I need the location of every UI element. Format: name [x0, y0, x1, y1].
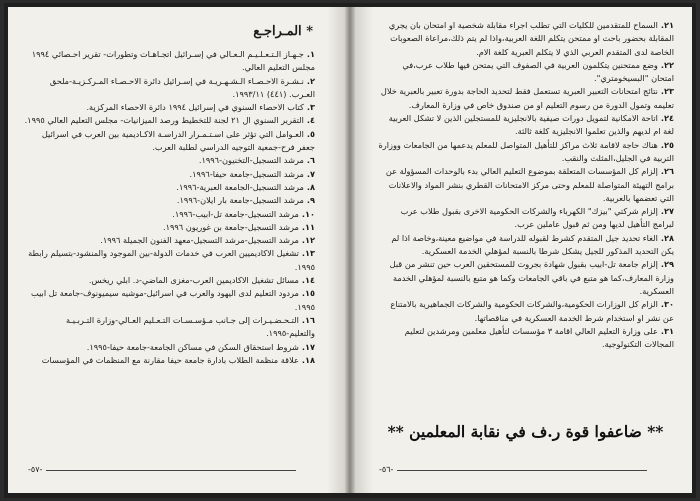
- recommendation-item-text: اتاحة الامكانية لتمويل دورات صيفية بالانجليزية للمستجلين الذين لا تشكل العربية لغة ام لديهم والذين تعلموا الانجليزية كلغة ثالثة.: [388, 113, 674, 137]
- recommendation-item: [377, 112, 674, 139]
- recommendation-item: [377, 325, 674, 352]
- right-page: [355, 7, 692, 493]
- reference-item: [24, 168, 315, 181]
- reference-item: [24, 194, 315, 207]
- recommendation-item-text: السماح للمتقدمين للكليات التي تطلب اجراء مقابلة شخصية او امتحان بان يجري المقابلة بحضور باحث او ممتحن يتكلم اللغة العربية،واذا لم يتم ذلك،مراعاة الصعوبات الخاصة لدى المتقدم العربي الذي لا يتكلم العبرية كلغة الام.: [388, 20, 674, 57]
- references-section: [24, 23, 315, 367]
- reference-item-number: ٥.: [306, 128, 315, 139]
- recommendation-item-text: الزام كل الوزارات الحكومية،والشركات الحكومية والشركات الجماهيرية بالامتناع عن نشر او استخدام شرط الخدمة العسكرية في مناقصاتها.: [390, 299, 674, 323]
- right-page-number: -٥٦-: [379, 465, 394, 474]
- references-heading: * المـراجـع: [253, 24, 313, 39]
- reference-item: [24, 314, 315, 341]
- recommendation-item-text: إلزام جامعة تل-ابيب بقبول شهادة بجروت للمستحقين العرب حين تنشر من قبل وزارة المعارف،كما هو متبع في باقي الجامعات وكما هو متبع بالنسبة لمؤهلي الخدمة العسكرية.: [389, 259, 674, 296]
- reference-item: [24, 114, 315, 127]
- slogan: ** ضاعفوا قوة ر.ف في نقابة المعلمين **: [387, 422, 664, 441]
- recommendation-item-text: على وزارة التعليم العالي اقامة ٣ مؤسسات لتأهيل معلمين ومرشدين لتعليم المجالات التكنولوجية.: [404, 325, 674, 350]
- reference-item-number: ٣.: [306, 102, 315, 113]
- recommendation-item: [377, 165, 674, 205]
- reference-item-text: مرشد التسجيل-الجامعة العبرية-١٩٩٦.: [176, 181, 304, 192]
- left-page-number: -٥٧-: [28, 465, 43, 474]
- book-gutter: [345, 7, 355, 493]
- reference-item-number: ٨.: [306, 181, 315, 192]
- reference-item-number: ١٨.: [301, 354, 315, 365]
- reference-item-number: ٤.: [306, 115, 315, 126]
- reference-item-text: مرشد التسجيل-مرشد التسجيل-معهد الفنون الجميلة ١٩٩٦.: [100, 235, 299, 246]
- recommendation-item-number: ٣١.: [660, 325, 674, 336]
- recommendation-item-number: ٢٥.: [660, 139, 674, 150]
- reference-item-text: تشغيل الاكاديميين العرب في خدمات الدولة-بين الموجود والمنشود-بتسيلم رابطة ١٩٩٥.: [28, 248, 315, 272]
- reference-item-text: جـهـاز الـتـعـلـيـم الـعـالي في إسـرائيل اتجـاهـات وتطورات- تقرير احـصائي ١٩٩٤ مجلس التعليم العالي.: [31, 49, 315, 73]
- reference-item-text: التـحـضـيـرات إلى جـانب مـؤسـسـات التـعـليم العـالي-وزارة التـربـيـة والتعليم-١٩٩٥.: [66, 314, 315, 339]
- reference-item-text: مسائل تشغيل الاكاديمين العرب-مغزى الماضي-د. ابلي ريخس.: [88, 275, 299, 286]
- reference-item-text: العـوامل التي تؤثر على اسـتـمـرار الدراسـة الاكـاديمية بين العرب في اسرائيل جعفر فرح-جمعية التوجيه الدراسي لطلبة العرب.: [41, 128, 315, 153]
- reference-item: [24, 287, 315, 314]
- recommendation-item: [377, 139, 674, 166]
- reference-item: [24, 101, 315, 114]
- reference-item: [24, 247, 315, 274]
- recommendation-item-text: إلزام شركتي "بيزك" الكهرباء والشركات الحكومية الاخرى بقبول طلاب عرب لبرامج التأهيل لديها ومن ثم قبول عاملين عرب.: [400, 206, 674, 230]
- reference-item: [24, 154, 315, 167]
- recommendation-item-text: الغاء تحديد جيل المتقدم كشرط لقبوله للدراسة في مواضيع معينة،وخاصة اذا لم يكن التحديد المذكور للجيل يشكل شرطا بالنسبة لمؤهلي الخدمة العسكرية.: [391, 232, 674, 257]
- reference-item-number: ١.: [306, 49, 315, 59]
- book-spread: [4, 3, 696, 498]
- reference-item-number: ٦.: [306, 155, 315, 166]
- reference-item: [24, 128, 315, 155]
- reference-item-number: ١١.: [301, 221, 315, 232]
- recommendation-item-number: ٢٢.: [660, 59, 674, 70]
- reference-item: [24, 234, 315, 247]
- right-page-footer: [379, 465, 647, 475]
- reference-item-text: كتاب الاحصاء السنوي في إسرائيل ١٩٩٤ دائرة الاحصاء المركزية.: [86, 102, 304, 113]
- recommendation-item-text: وضع ممتحنين يتكلمون العربية في الصفوف التي يمتحن فيها طلاب عرب،في امتحان "البسيخومتري".: [402, 59, 674, 84]
- recommendation-item: [377, 205, 674, 232]
- recommendation-item-number: ٢٩.: [660, 259, 674, 270]
- reference-item: [24, 75, 315, 102]
- reference-item: [24, 221, 315, 234]
- recommendation-item-number: ٢١.: [660, 20, 674, 30]
- recommendation-item-number: ٢٣.: [660, 86, 674, 97]
- recommendation-item-number: ٣٠.: [660, 299, 674, 310]
- reference-item-text: مردود التعليم لدى اليهود والعرب في اسرائيل-موشيه سيميونوف-جامعة تل ابيب ١٩٩٥.: [31, 288, 315, 312]
- reference-item: [24, 341, 315, 354]
- reference-item-text: نـشـرة الاحـصـاء الـشـهـريـة في إسـرائيل دائرة الاحـصـاء المـركـزيـة-ملحق العـرب. (٤٤١) ١٩٩٣/١١.: [49, 75, 315, 99]
- left-page: [8, 7, 345, 493]
- reference-item-number: ١٤.: [301, 275, 315, 286]
- reference-item-number: ٧.: [306, 168, 315, 179]
- reference-item: [24, 208, 315, 221]
- reference-item-number: ١٠.: [301, 208, 315, 219]
- reference-item-number: ١٧.: [301, 341, 315, 352]
- recommendation-item-number: ٢٤.: [660, 113, 674, 124]
- reference-item-number: ١٦.: [301, 314, 315, 325]
- recommendation-item-text: نتائج امتحانات التعبير العبرية تستعمل فقط لتحديد الحاجة بدورة تعبير بالعبرية خلال تعليمه وتمول الدورة من رسوم التعليم او من صندوق خاص في وزارة المعارف.: [380, 86, 674, 110]
- reference-item-text: التقرير السنوي ال ٢١ لجنة للتخطيط ورصد الميزانيات- مجلس التعليم العالي ١٩٩٥.: [24, 115, 304, 126]
- recommendations-section: [377, 19, 674, 351]
- reference-item-number: ٢.: [306, 75, 315, 86]
- reference-item-number: ١٥.: [301, 288, 315, 299]
- recommendation-item-number: ٢٦.: [660, 166, 674, 177]
- footer-rule: [46, 470, 296, 471]
- reference-item: [24, 354, 315, 367]
- reference-item-text: مرشد التسجيل-التخنيون-١٩٩٦.: [198, 155, 304, 166]
- left-page-footer: [28, 465, 296, 475]
- recommendations-list: [377, 19, 674, 351]
- recommendation-item-number: ٢٨.: [660, 232, 674, 243]
- recommendation-item: [377, 85, 674, 112]
- reference-item-text: مرشد التسجيل-جامعة بن غوريون ١٩٩٦.: [162, 221, 299, 232]
- recommendation-item: [377, 298, 674, 325]
- references-list: [24, 48, 315, 367]
- reference-item-text: مرشد التسجيل-جامعة حيفا-١٩٩٦.: [189, 168, 304, 179]
- recommendation-item: [377, 258, 674, 298]
- reference-item: [24, 181, 315, 194]
- reference-item-number: ١٢.: [301, 235, 315, 246]
- recommendation-item: [377, 19, 674, 59]
- reference-item: [24, 274, 315, 287]
- recommendation-item-number: ٢٧.: [660, 206, 674, 217]
- reference-item-text: مرشد التسجيل-جامعة تل-ابيب-١٩٩٦.: [172, 208, 299, 219]
- reference-item-number: ٩.: [306, 195, 315, 206]
- recommendation-item: [377, 232, 674, 259]
- reference-item-number: ١٣.: [301, 248, 315, 259]
- recommendation-item-text: إلزام كل المؤسسات المتعلقة بموضوع التعليم العالي بدء بالوحدات المسؤولة عن برامج التهيئة المتواصلة للمعلم وحتى مركز الامتحانات القطري بنشر المواد والاعلانات التي تعضمها بالعربية.: [385, 166, 674, 203]
- reference-item-text: مرشد التسجيل-جامعة بار ايلان-١٩٩٦.: [176, 195, 304, 206]
- reference-item-text: شروط استحقاق السكن في مساكن الجامعة-جامعة حيفا-١٩٩٥.: [86, 341, 299, 352]
- recommendation-item: [377, 59, 674, 86]
- reference-item-text: علاقة منظمة الطلاب بادارة جامعة حيفا مقارنة مع المنظمات في المؤسسات: [41, 354, 299, 365]
- reference-item: [24, 48, 315, 75]
- footer-rule: [397, 470, 647, 471]
- recommendation-item-text: هناك حاجة لاقامة ثلاث مراكز للتأهيل المتواصل للمعلم يدعمها من الجامعات ووزارة التربية في الجليل،المثلث والنقب.: [378, 139, 674, 163]
